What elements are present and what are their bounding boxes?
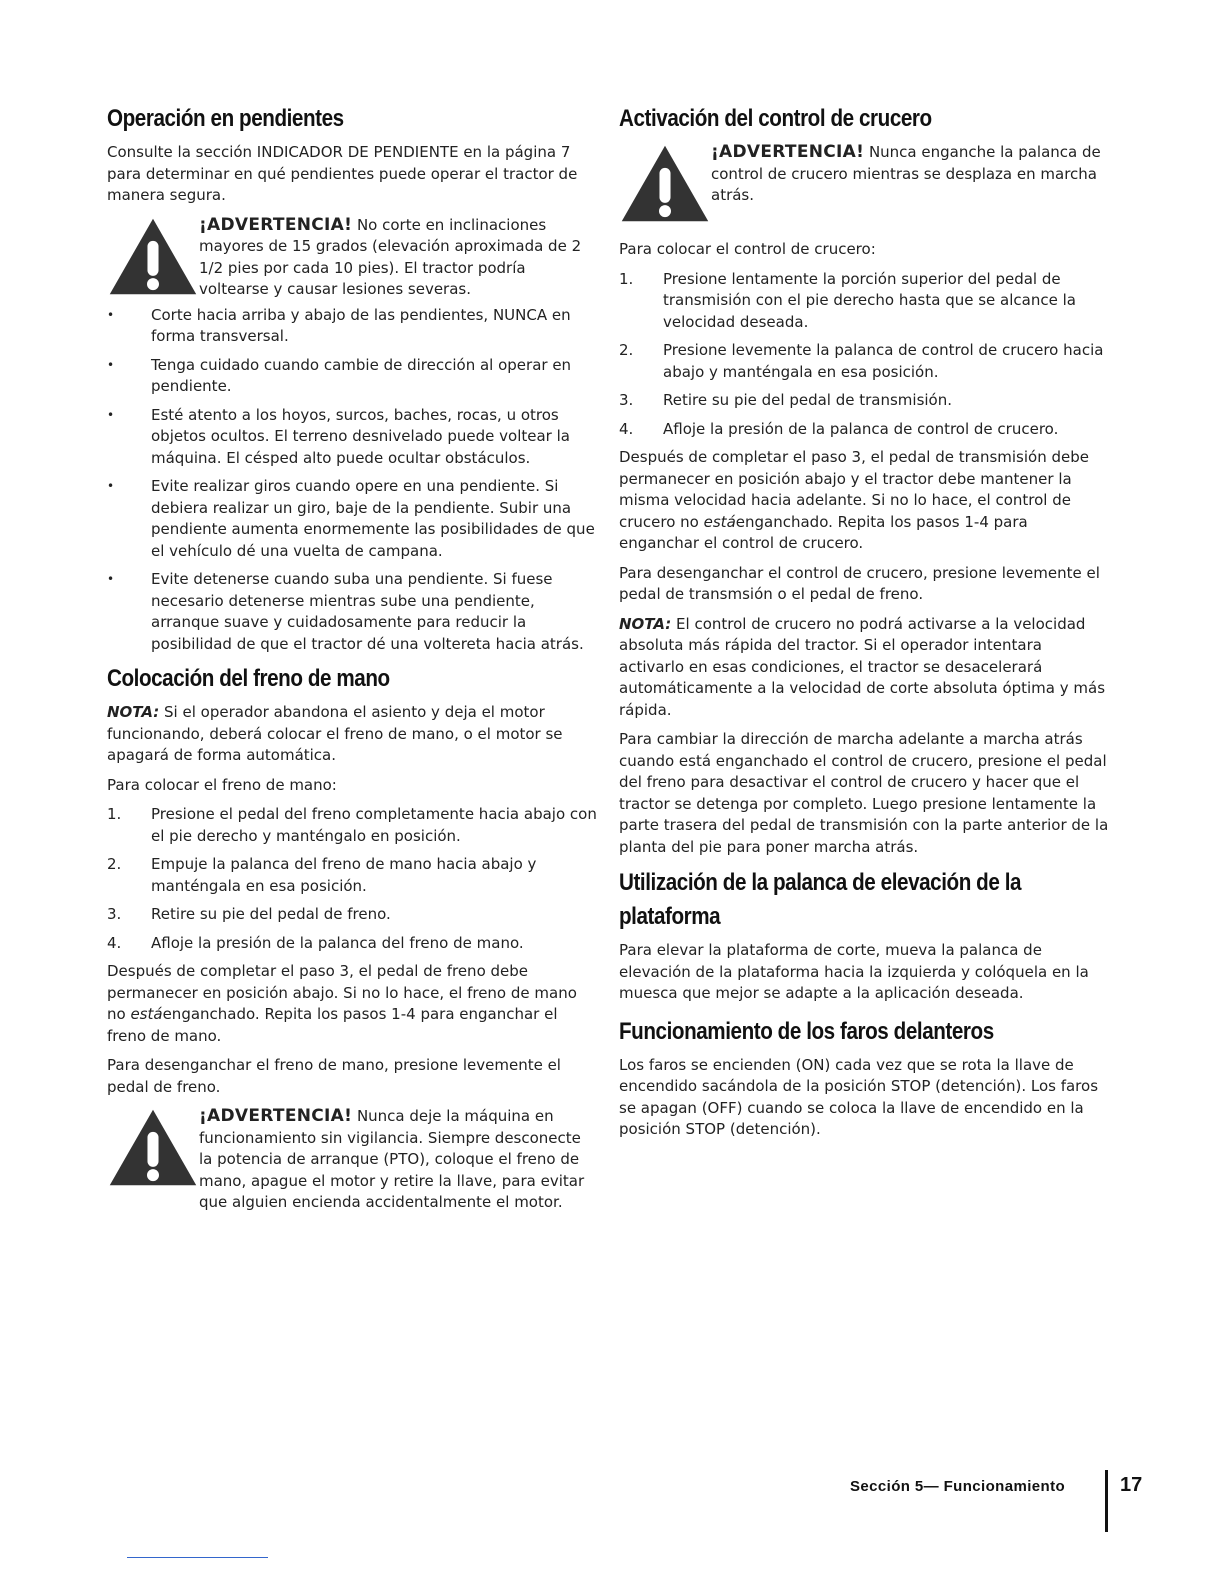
list-item: • Evite detenerse cuando suba una pendiente. Si fuese necesario detenerse mientras sube una pendiente, arranque suave y cuidadosamente para reducir la posibilidad de que el tractor dé una voltereta hacia atrás. [107, 569, 599, 655]
deck-text: Para elevar la plataforma de corte, mueva la palanca de elevación de la plataforma hacia la izquierda y colóquela en la muesca que mejor se adapte a la aplicación deseada. [619, 941, 1089, 1002]
list-item: • Corte hacia arriba y abajo de las pendientes, NUNCA en forma transversal. [107, 305, 599, 348]
bottom-rule [127, 1557, 268, 1558]
warning-triangle-icon [619, 142, 711, 225]
note-body: Si el operador abandona el asiento y deja el motor funcionando, deberá colocar el freno de mano, o el motor se apagará de forma automática. [107, 703, 563, 764]
list-item: • Tenga cuidado cuando cambie de dirección al operar en pendiente. [107, 355, 599, 398]
list-item [619, 269, 1111, 334]
step-text: Presione levemente la palanca de control de crucero hacia abajo y manténgala en esa posición. [663, 341, 1104, 381]
section-heading-deck: Utilización de la palanca de elevación de la plataforma [619, 869, 1022, 930]
warning-label: ¡ADVERTENCIA! [711, 142, 865, 162]
step-number: 2. [107, 855, 122, 873]
step-text: Retire su pie del pedal de transmisión. [663, 391, 953, 409]
cruise-note [619, 614, 1111, 722]
step-number: 2. [619, 341, 634, 359]
brake-release: Para desenganchar el freno de mano, presione levemente el pedal de freno. [107, 1056, 561, 1096]
step-text: Afloje la presión de la palanca de control de crucero. [663, 419, 1059, 438]
warning-body: No corte en inclinaciones mayores de 15 grados (elevación aproximada de 2 1/2 pies por cada 10 pies). El tractor podría voltearse y causar lesiones severas. [199, 215, 582, 298]
warning-text [711, 142, 1111, 207]
warning-label: ¡ADVERTENCIA! [199, 1106, 353, 1126]
lights-text: Los faros se encienden (ON) cada vez que se rota la llave de encendido sacándola de la posición STOP (detención). Los faros se apagan (OFF) cuando se coloca la llave de encendido en la posición STOP (detención). [619, 1055, 1099, 1138]
step-text: Afloje la presión de la palanca del freno de mano. [151, 933, 524, 952]
brake-lead: Para colocar el freno de mano: [107, 775, 337, 794]
list-item [107, 804, 599, 847]
warning-body: Nunca deje la máquina en funcionamiento sin vigilancia. Siempre desconecte la potencia de arranque (PTO), coloque el freno de mano, apague el motor y retire la llave, para evitar que alguien encienda accidentalmente el motor. [199, 1107, 585, 1211]
step-text: Retire su pie del pedal de freno. [151, 905, 391, 923]
brake-after-em: está [130, 1005, 163, 1023]
list-item [107, 854, 599, 897]
warning-triangle-icon [107, 1106, 199, 1189]
brake-after-b: enganchado. Repita los pasos 1-4 para enganchar el freno de mano. [107, 1005, 558, 1045]
footer-divider [1105, 1470, 1108, 1532]
list-item [619, 419, 1111, 441]
left-column [107, 102, 599, 1218]
brake-note [107, 702, 599, 767]
brake-after-a: Después de completar el paso 3, el pedal de freno debe permanecer en posición abajo. Si no lo hace, el freno de mano no [107, 962, 577, 1023]
warning-block-slopes [107, 215, 599, 301]
section-heading-slopes: Operación en pendientes [107, 105, 344, 132]
warning-text [199, 215, 599, 301]
footer-section-label: Sección 5— Funcionamiento [850, 1478, 1066, 1495]
brake-steps [107, 804, 599, 954]
warning-text [199, 1106, 599, 1214]
section-heading-lights: Funcionamiento de los faros delanteros [619, 1017, 994, 1045]
step-number: 1. [107, 805, 122, 823]
cruise-after-b: enganchado. Repita los pasos 1-4 para enganchar el control de crucero. [619, 512, 1028, 552]
page-number: 17 [1120, 1474, 1143, 1496]
brake-after [107, 961, 599, 1047]
slopes-intro: Consulte la sección INDICADOR DE PENDIENTE en la página 7 para determinar en qué pendientes puede operar el tractor de manera segura. [107, 143, 578, 204]
list-item [619, 340, 1111, 383]
list-item: • Evite realizar giros cuando opere en una pendiente. Si debiera realizar un giro, baje de la pendiente. Subir una pendiente aumenta enormemente las posibilidades de que el vehículo dé una vuelta de campana. [107, 476, 599, 562]
section-heading-brake: Colocación del freno de mano [107, 665, 390, 692]
cruise-after-em: está [703, 512, 736, 531]
warning-label: ¡ADVERTENCIA! [199, 214, 353, 235]
right-column [619, 102, 1111, 1149]
note-body: El control de crucero no podrá activarse a la velocidad absoluta más rápida del tractor. Si el operador intentara activarlo en esas condiciones, el tractor se desacelerará automáticamente a la velocidad de corte absoluta óptima y más rápida. [619, 614, 1106, 719]
cruise-after [619, 447, 1111, 555]
note-label: NOTA: [107, 703, 160, 721]
slopes-bullet-list [107, 305, 599, 656]
cruise-release: Para desenganchar el control de crucero, presione levemente el pedal de transmsión o el pedal de freno. [619, 563, 1100, 603]
step-number: 3. [107, 905, 122, 923]
list-item [107, 904, 599, 926]
warning-triangle-icon [107, 215, 199, 298]
cruise-lead: Para colocar el control de crucero: [619, 240, 876, 258]
section-heading-cruise: Activación del control de crucero [619, 105, 932, 132]
warning-block-brake [107, 1106, 599, 1214]
step-number: 1. [619, 269, 634, 288]
warning-block-cruise [619, 142, 1111, 225]
list-item [619, 390, 1111, 412]
step-number: 4. [107, 933, 122, 952]
note-label: NOTA: [619, 614, 672, 633]
list-item [107, 933, 599, 955]
cruise-steps [619, 269, 1111, 441]
step-number: 3. [619, 391, 634, 409]
step-text: Empuje la palanca del freno de mano hacia abajo y manténgala en esa posición. [151, 855, 537, 895]
step-number: 4. [619, 419, 634, 438]
step-text: Presione el pedal del freno completamente hacia abajo con el pie derecho y manténgalo en posición. [151, 805, 597, 845]
step-text: Presione lentamente la porción superior del pedal de transmisión con el pie derecho hasta que se alcance la velocidad deseada. [663, 269, 1076, 331]
cruise-reverse: Para cambiar la dirección de marcha adelante a marcha atrás cuando está enganchado el control de crucero, presione el pedal del freno para desactivar el control de crucero y hacer que el tractor se detenga por completo. Luego presione lentamente la parte trasera del pedal de transmisión con la parte anterior de la planta del pie para poner marcha atrás. [619, 730, 1109, 856]
warning-body: Nunca enganche la palanca de control de crucero mientras se desplaza en marcha atrás. [711, 143, 1101, 204]
list-item: • Esté atento a los hoyos, surcos, baches, rocas, u otros objetos ocultos. El terreno desnivelado puede voltear la máquina. El césped alto puede ocultar obstáculos. [107, 405, 599, 470]
cruise-after-a: Después de completar el paso 3, el pedal de transmisión debe permanecer en posición abajo y el tractor debe mantener la misma velocidad hacia adelante. Si no lo hace, el control de crucero no [619, 448, 1089, 531]
